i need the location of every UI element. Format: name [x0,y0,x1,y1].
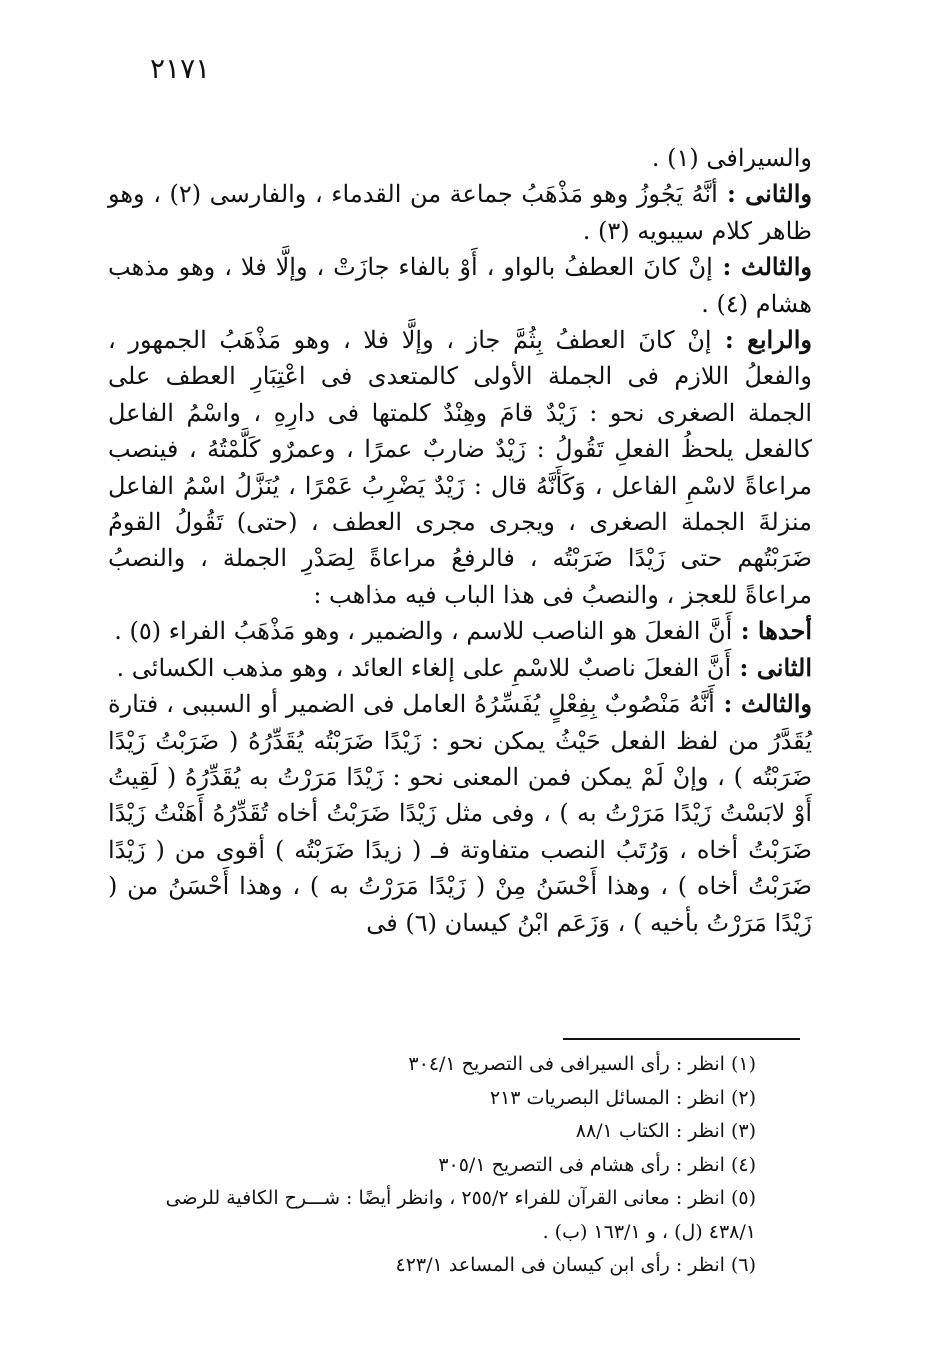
paragraph [108,176,812,249]
paragraph-text: أنَّهُ يَجُوزُ وهو مَذْهَبُ جماعة من القدماء ، والفارسى (٢) ، وهو ظاهر كلام سيبويه (٣) . [108,180,812,245]
paragraph-text: أَنَّهُ مَنْصُوبٌ بِفِعْلٍ يُفَسِّرُهُ العامل فى الضمير أو السببى ، فتارة يُقَدَّرُ من لفظ الفعل حَيْثُ يمكن نحو : زَيْدًا ضَرَبْتُه يُقَدِّرُهُ ( ضَرَبْتُ زَيْدًا ضَرَبْتُه ) ، وإنْ لَمْ يمكن فمن المعنى نحو : زَيْدًا مَرَرْتُ به يُقَدِّرُهُ ( لَقِيتُ أَوْ لابَسْتُ زَيْدًا مَرَرْتُ به ) ، وفى مثل زَيْدًا ضَرَبْتُ أخاه تُقَدِّرُهُ أَهَنْتُ زَيْدًا ضَرَبْتُ أخاه ، وَرُتَبُ النصب متفاوتة فـ ( زيدًا ضَرَبْتُه ) أقوى من ( زَيْدًا ضَرَبْتُ أخاه ) ، وهذا أَحْسَنُ مِنْ ( زَيْدًا مَرَرْتُ به ) ، وهذا أَحْسَنُ من ( زَيْدًا مَرَرْتُ بأخيه ) ، وَزَعَم ابْنُ كيسان (٦) فى [108,690,812,937]
footnotes [118,1048,756,1283]
paragraph-text: أَنَّ الفعلَ هو الناصب للاسم ، والضمير ، وهو مَذْهَبُ الفراء (٥) . [114,617,733,646]
paragraph-text: إنْ كانَ العطفُ بالواو ، أَوْ بالفاء جازَتْ ، وإلَّا فلا ، وهو مذهب هشام (٤) . [108,253,812,318]
footnote: (١) انظر : رأى السيرافى فى التصريح ٣٠٤/١ [408,1053,756,1075]
footnote-divider [563,1038,800,1040]
paragraph-text: إنْ كانَ العطفُ بِثُمَّ جاز ، وإلَّا فلا ، وهو مَذْهَبُ الجمهور ، والفعلُ اللازم فى الجملة الأولى كالمتعدى فى اعْتِبَارِ العطف على الجملة الصغرى نحو : زَيْدٌ قامَ وهِنْدٌ كلمتها فى دارِهِ ، واسْمُ الفاعل كالفعل يلحظُ الفعلِ تَقُولُ : زَيْدٌ ضاربٌ عمرًا ، وعمرٌو كَلَّمْتُهُ ، فينصب مراعاةً لاسْمِ الفاعل ، وَكَأَنَّهُ قال : زَيْدٌ يَضْرِبُ عَمْرًا ، يُنَزَّلُ اسْمُ الفاعل منزلةَ الجملة الصغرى ، ويجرى مجرى العطف ، (حتى) تَقُولُ القومُ ضَرَبْتُهم حتى زَيْدًا ضَرَبْتُه ، فالرفعُ مراعاةً لِصَدْرِ الجملة ، والنصبُ مراعاةً للعجز ، والنصبُ فى هذا الباب فيه مذاهب : [108,326,812,609]
paragraph-lead: والثانى : [717,179,812,209]
paragraph-lead: أحدها : [732,616,812,646]
paragraph-text: أَنَّ الفعلَ ناصبٌ للاسْمِ على إلغاء العائد ، وهو مذهب الكسائى . [116,653,732,682]
footnote: (٣) انظر : الكتاب ٨٨/١ [575,1120,756,1142]
paragraph [108,322,812,613]
footnote: (٥) انظر : معانى القرآن للفراء ٢٥٥/٢ ، وانظر أيضًا : شـــرح الكافية للرضى ٤٣٨/١ (ل) ، و ١٦٣/١ (ب) . [165,1187,756,1243]
paragraph [108,686,812,941]
paragraph [108,249,812,322]
paragraph-lead: والثالث : [714,689,813,719]
paragraph [108,650,812,686]
paragraph [108,140,812,176]
page-number: ٢١٧١ [150,52,211,85]
paragraph-lead: الثانى : [731,652,812,682]
paragraph-text: والسيرافى (١) . [651,144,812,172]
footnote: (٢) انظر : المسائل البصريات ٢١٣ [489,1086,756,1109]
paragraph-lead: والثالث : [712,252,813,282]
footnote: (٦) انظر : رأى ابن كيسان فى المساعد ٤٢٣/١ [395,1254,756,1276]
paragraph [108,613,812,649]
footnote: (٤) انظر : رأى هشام فى التصريح ٣٠٥/١ [438,1153,756,1176]
paragraph-lead: والرابع : [711,325,812,355]
main-text [108,140,812,941]
